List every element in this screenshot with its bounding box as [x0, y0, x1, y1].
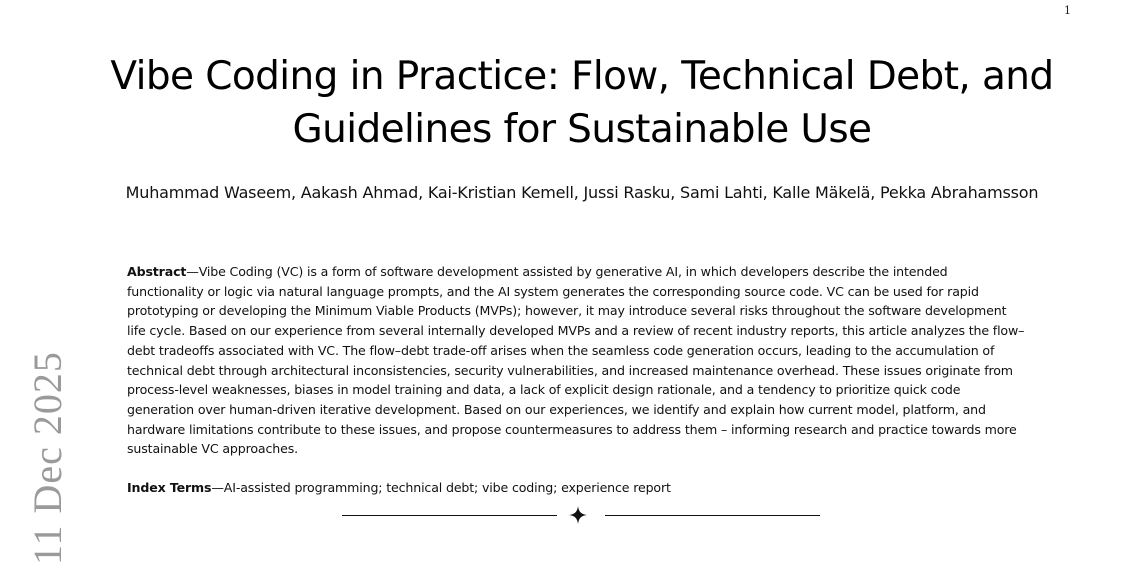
divider-line-right — [605, 515, 820, 516]
index-terms-label: Index Terms — [127, 480, 212, 495]
author-list: Muhammad Waseem, Aakash Ahmad, Kai-Kristian Kemell, Jussi Rasku, Sami Lahti, Kalle Mäkelä, Pekka Abrahamsson — [125, 183, 1039, 202]
abstract-paragraph — [127, 262, 1025, 459]
abstract-text: —Vibe Coding (VC) is a form of software development assisted by generative AI, in which developers describe the intended functionality or logic via natural language prompts, and the AI system generates the corresponding source code. VC can be used for rapid prototyping or developing the Minimum Viable Products (MVPs); however, it may introduce several risks throughout the software development life cycle. Based on our experience from several internally developed MVPs and a review of recent industry reports, this article analyzes the flow–debt tradeoffs associated with VC. The flow–debt trade-off arises when the seamless code generation occurs, leading to the accumulation of technical debt through architectural inconsistencies, security vulnerabilities, and increased maintenance overhead. These issues originate from process-level weaknesses, biases in model training and data, a lack of explicit design rationale, and a tendency to prioritize quick code generation over human-driven iterative development. Based on our experiences, we identify and explain how current model, platform, and hardware limitations contribute to these issues, and propose countermeasures to address them – informing research and practice towards more sustainable VC approaches. — [127, 264, 1025, 457]
divider-line-left — [342, 515, 557, 516]
arxiv-side-date-stamp: 11 Dec 2025 — [25, 351, 70, 565]
section-divider — [342, 505, 820, 525]
abstract-label: Abstract — [127, 264, 187, 279]
paper-title: Vibe Coding in Practice: Flow, Technical Debt, and Guidelines for Sustainable Use — [110, 54, 1054, 152]
four-point-star-icon — [569, 506, 587, 524]
index-terms-text: —AI-assisted programming; technical debt; vibe coding; experience report — [211, 480, 671, 495]
index-terms-paragraph — [127, 480, 1025, 496]
page-number: 1 — [1064, 4, 1071, 17]
